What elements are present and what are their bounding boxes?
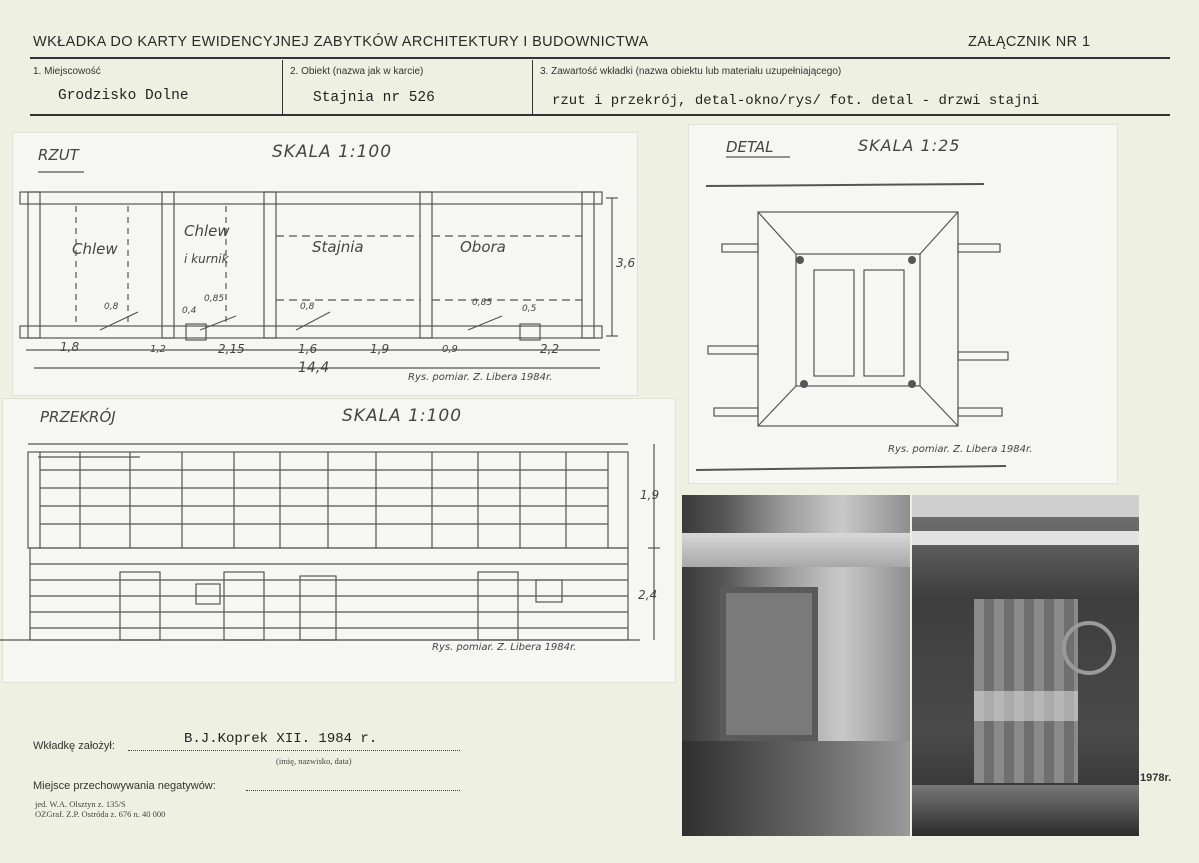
opening-dim: 0,85 <box>472 298 493 308</box>
insert-author-value: B.J.Koprek XII. 1984 r. <box>184 731 378 747</box>
plan-heading: RZUT <box>38 146 79 164</box>
insert-author-line <box>128 750 460 751</box>
section-heading: PRZEKRÓJ <box>40 408 116 426</box>
plan-dim: 2,2 <box>540 342 560 356</box>
plan-dim: 1,8 <box>60 340 80 354</box>
plan-credit: Rys. pomiar. Z. Libera 1984r. <box>408 372 553 383</box>
opening-dim: 0,8 <box>300 302 315 312</box>
section-scale: SKALA 1:100 <box>342 406 463 426</box>
photo-year: 1978r. <box>1140 772 1172 784</box>
negatives-location-line <box>246 790 460 791</box>
room-label: Stajnia <box>312 238 364 256</box>
content-label: 3. Zawartość wkładki (nazwa obiektu lub materiału uzupełniającego) <box>540 66 842 77</box>
plan-scale: SKALA 1:100 <box>272 142 393 162</box>
insert-author-hint: (imię, nazwisko, data) <box>276 756 352 766</box>
annex-number: ZAŁĄCZNIK NR 1 <box>968 34 1091 50</box>
content-value: rzut i przekrój, detal-okno/rys/ fot. detal - drzwi stajni <box>552 93 1040 109</box>
plan-depth: 3,6 <box>616 256 636 270</box>
negatives-location-label: Miejsce przechowywania negatywów: <box>33 780 216 792</box>
room-label: Chlew <box>72 240 118 258</box>
locality-label: 1. Miejscowość <box>33 66 101 77</box>
object-label: 2. Obiekt (nazwa jak w karcie) <box>290 66 424 77</box>
plan-dim: 2,15 <box>218 342 245 356</box>
detail-credit: Rys. pomiar. Z. Libera 1984r. <box>888 444 1033 455</box>
plan-dim: 1,2 <box>150 344 166 355</box>
card-title: WKŁADKA DO KARTY EWIDENCYJNEJ ZABYTKÓW ARCHITEKTURY I BUDOWNICTWA <box>33 34 649 50</box>
section-dim: 1,9 <box>640 488 660 502</box>
print-note: jed. W.A. Olsztyn z. 135/S <box>35 799 126 809</box>
opening-dim: 0,4 <box>182 306 197 316</box>
insert-author-label: Wkładkę założył: <box>33 740 115 752</box>
room-label: Chlew <box>184 222 230 240</box>
detail-scale: SKALA 1:25 <box>858 136 961 155</box>
opening-dim: 0,5 <box>522 304 537 314</box>
room-label: i kurnik <box>184 252 229 266</box>
photo-window-detail <box>682 495 910 836</box>
plan-dim: 1,6 <box>298 342 318 356</box>
section-credit: Rys. pomiar. Z. Libera 1984r. <box>432 642 577 653</box>
photo-stable-door <box>912 495 1139 836</box>
opening-dim: 0,8 <box>104 302 119 312</box>
detail-heading: DETAL <box>726 138 774 156</box>
print-note: OZGraf. Z.P. Ostróda z. 676 n. 40 000 <box>35 809 166 819</box>
plan-dim: 0,9 <box>442 344 458 355</box>
plan-total-length: 14,4 <box>298 360 330 376</box>
plan-dim: 1,9 <box>370 342 390 356</box>
object-value: Stajnia nr 526 <box>313 90 435 106</box>
room-label: Obora <box>460 238 506 256</box>
opening-dim: 0,85 <box>204 294 225 304</box>
locality-value: Grodzisko Dolne <box>58 88 189 104</box>
section-dim: 2,4 <box>638 588 658 602</box>
